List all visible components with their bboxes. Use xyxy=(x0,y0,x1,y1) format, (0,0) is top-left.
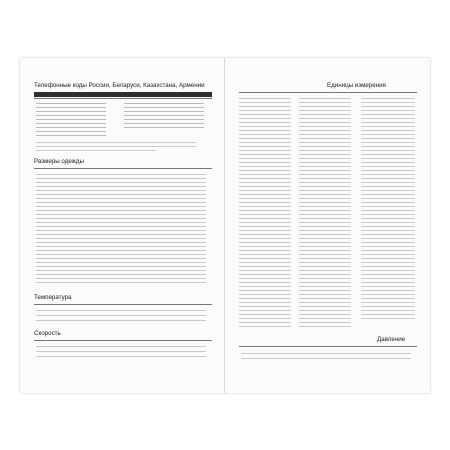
divider xyxy=(34,340,212,341)
temperature-title: Температура xyxy=(34,294,72,301)
phone-codes-title: Телефонные коды России, Беларуси, Казахстана, Армении xyxy=(34,82,205,89)
divider xyxy=(34,98,212,99)
divider xyxy=(34,168,212,169)
divider xyxy=(239,346,417,347)
units-title: Единицы измерения xyxy=(327,82,386,89)
notebook-spread xyxy=(20,58,430,393)
right-page xyxy=(225,58,430,393)
divider xyxy=(34,304,212,305)
pressure-title: Давление xyxy=(377,336,406,343)
speed-title: Скорость xyxy=(34,330,61,337)
section-bar xyxy=(34,92,212,97)
left-page xyxy=(20,58,225,393)
clothing-sizes-title: Размеры одежды xyxy=(34,158,84,165)
divider xyxy=(239,92,417,93)
